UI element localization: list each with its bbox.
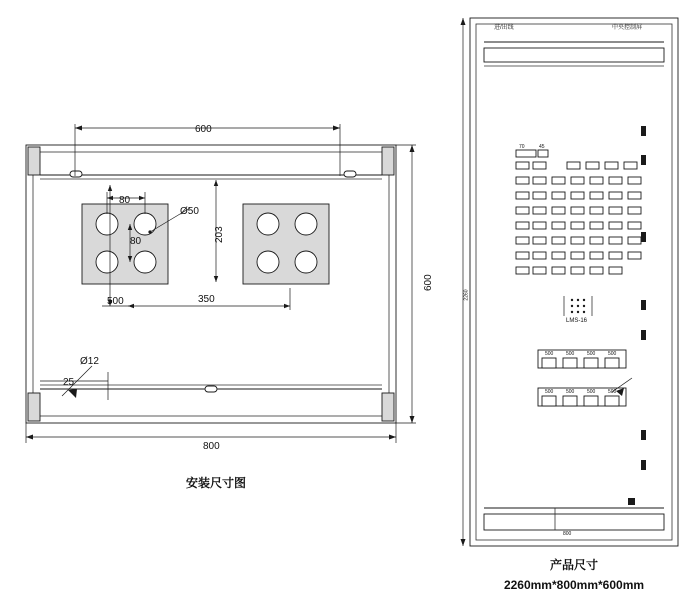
dim-corner-diameter: Ø12: [80, 356, 99, 367]
terminal-block-label: LMS-16: [566, 318, 588, 324]
left-installation-drawing: [26, 124, 416, 443]
dim-lower-500: 500: [107, 296, 124, 307]
row1-label-0: 500: [545, 351, 554, 357]
right-header-center-label: 中央控制屏: [612, 25, 643, 31]
dim-hole-diameter: Ø50: [180, 206, 199, 217]
row2-label-1: 500: [566, 389, 575, 395]
overall-height-label: 2260: [463, 289, 470, 301]
dim-hole-pitch-x-80: 80: [119, 195, 131, 206]
module-label-70: 70: [519, 144, 525, 150]
row2-label-3: 500: [608, 389, 617, 395]
row1-label-1: 500: [566, 351, 575, 357]
row1-label-3: 500: [608, 351, 617, 357]
row1-label-2: 500: [587, 351, 596, 357]
right-drawing-caption: 产品尺寸: [549, 558, 598, 572]
row2-label-2: 500: [587, 389, 596, 395]
left-drawing-caption: 安装尺寸图: [185, 476, 246, 490]
right-product-drawing: [461, 18, 679, 546]
right-drawing-size-note: 2260mm*800mm*600mm: [503, 578, 645, 592]
dim-right-600: 600: [423, 274, 434, 291]
module-label-45: 45: [539, 144, 545, 150]
bottom-width-label: 800: [563, 531, 572, 537]
dim-vertical-203: 203: [214, 226, 225, 243]
dim-bottom-800: 800: [203, 441, 220, 452]
dim-corner-25: 25: [63, 377, 75, 388]
row2-label-0: 500: [545, 389, 554, 395]
dim-hole-pitch-y-80: 80: [130, 236, 142, 247]
dim-center-350: 350: [198, 294, 215, 305]
dim-top-600: 600: [195, 124, 212, 135]
right-header-left-label: 进/出线: [494, 25, 514, 31]
